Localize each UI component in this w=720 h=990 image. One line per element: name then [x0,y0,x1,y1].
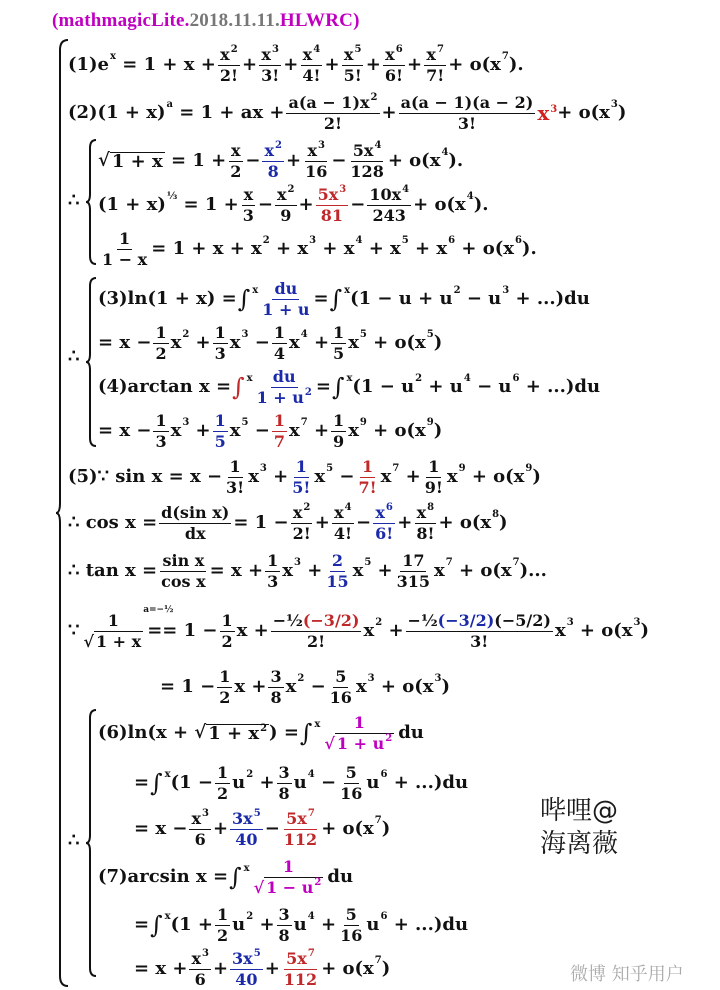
formula-ln: (3)ln(1 + x) = ∫ x du 1 + u = ∫ x (1 − u + u 2 − u 3 + ...)du [98,279,590,319]
substitution-note: a=−½ [143,605,174,616]
therefore-symbol: ∴ [68,190,80,211]
formula-invsqrt: ∵ 1 √ 1 + x a=−½ == 1 − $\frac{1}{2}$ x + −½(−3/2) 2! x 2 + −½(−3/2)(−5/2) 3! x 3 + o(x 3 ) [68,605,650,651]
formula-ln-result: = x − 1 2 x 2 + 1 3 x 3 − 1 4 x 4 + 1 5 x 5 + o(x 5 ) [98,323,443,363]
inner-brace-1 [86,138,98,266]
formula-arsinh: (6)ln(x + √ $1 + x^2$ ) = ∫ x 1 √ $1 + u^2$ du [98,713,424,753]
formula-cuberoot: (1 + x) ⅓ = 1 + x 3 − $x^2$ 9 + $5x^3$ 81 − $10x^4$ 243 + o(x 4 ). [98,184,489,225]
header-title: (mathmagicLite.2018.11.11.HLWRC) [52,10,360,31]
formula-exp: (1)e x = 1 + x + $x^2$ 2! + $x^3$ 3! + $x^4$ 4! + $x^5$ 5! + $x^6$ 6! + $x^7$ 7! + o(x 7 ). [68,44,524,85]
formula-arcsin: (7)arcsin x = ∫ x 1 √ $1 - u^2$ du [98,857,354,897]
formula-geometric: 1 1 − x = 1 + x + x 2 + x 3 + x 4 + x 5 + x 6 + o(x 6 ). [102,229,537,269]
formula-arsinh-result: = x − $x^3$ 6 + $3x^5$ 40 − $5x^7$ 112 + o(x 7 ) [134,808,391,849]
formula-invsqrt-result: = 1 − 1 2 x + 3 8 x 2 − 5 16 x 3 + o(x 3 ) [160,667,451,707]
formula-arctan-result: = x − 1 3 x 3 + 1 5 x 5 − 1 7 x 7 + 1 9 x 9 + o(x 9 ) [98,411,443,451]
formula-sin: (5)∵ sin x = x − 1 3! x 3 + 1 5! x 5 − 1 7! x 7 + 1 9! x 9 + o(x 9 ) [68,457,541,497]
formula-tan: ∴ tan x = sin x cos x = x + 1 3 x 3 + 2 15 x 5 + 17 315 x 7 + o(x 7 )... [68,551,547,591]
formula-binomial: (2)(1 + x) a = 1 + ax + $a(a - 1)x^2$ 2! + a(a − 1)(a − 2) 3! $x^3$ + o(x 3 ) [68,92,627,133]
formula-arctan: (4)arctan x = ∫ x du $1 + u^2$ = ∫ x (1 − u 2 + u 4 − u 6 + ...)du [98,367,601,407]
formula-arsinh-series: = ∫ x (1 − 1 2 u 2 + 3 8 u 4 − 5 16 u 6 + ...)du [134,763,469,803]
formula-arcsin-series: = ∫ x (1 + 1 2 u 2 + 3 8 u 4 + 5 16 u 6 + ...)du [134,905,469,945]
formula-cos: ∴ cos x = d(sin x) dx = 1 − $x^2$ 2! + $x^4$ 4! − $x^6$ 6! + $x^8$ 8! + o(x 8 ) [68,502,508,543]
footer-watermark: 微博 知乎用户 [570,964,684,985]
watermark-bilibili: 哔哩@ 海离薇 [540,796,619,859]
inner-brace-3 [86,708,98,978]
therefore-symbol-2: ∴ [68,346,80,367]
inner-brace-2 [86,276,98,448]
therefore-symbol-3: ∴ [68,830,80,851]
formula-sqrt: √ 1 + x = 1 + x 2 − $x^2$ 8 + $x^3$ 16 − $5x^4$ 128 + o(x 4 ). [98,140,464,181]
formula-arcsin-result: = x + $x^3$ 6 + $3x^5$ 40 + $5x^7$ 112 + o(x 7 ) [134,948,391,989]
